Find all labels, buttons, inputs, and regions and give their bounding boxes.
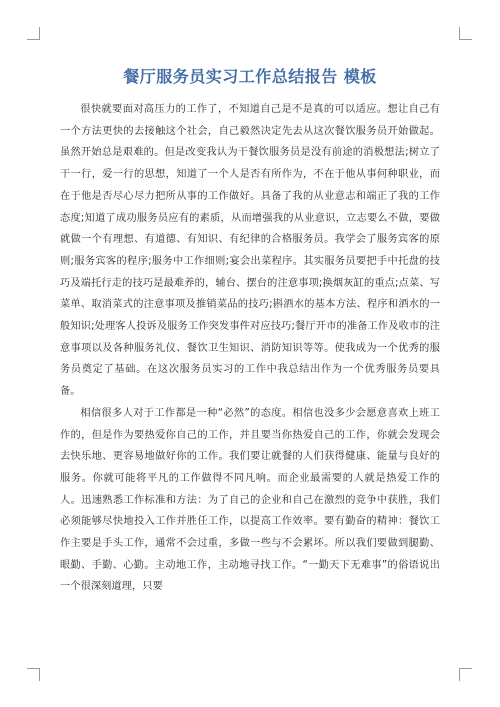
corner-mark-top-left xyxy=(27,27,40,40)
corner-mark-bottom-right xyxy=(459,668,472,681)
paragraph-1: 很快就要面对高压力的工作了，不知道自己是不是真的可以适应。想让自己有一个方法更快的去接触这个社会，自己毅然决定先去从这次餐饮服务员开始做起。虽然开始总是艰难的。但是改变我认为干餐饮服务员是没有前途的消极想法;树立了干一行，爱一行的思想，知道了一个人是否有所作为，不在于他从事何种职业，而在于他是否尽心尽力把所从事的工作做好。具备了我的从业意志和端正了我的工作态度;知道了成功服务员应有的素质，从而增强我的从业意识，立志要么不做，要做就做一个有理想、有道德、有知识、有纪律的合格服务员。我学会了服务宾客的原则;服务宾客的程序;服务中工作细则;宴会出菜程序。其实服务员要把手中托盘的技巧及端托行走的技巧是最难养的，辅台、摆台的注意事项;换烟灰缸的重点;点菜、写菜单、取消菜式的注意事项及推销菜品的技巧;斟酒水的基本方法、程序和酒水的一般知识;处理客人投诉及服务工作突发事件对应技巧;餐厅开市的准备工作及收市的注意事项以及各种服务礼仪、餐饮卫生知识、消防知识等等。使我成为一个优秀的服务员奠定了基础。在这次服务员实习的工作中我总结出作为一个优秀服务员要具备。 xyxy=(60,104,440,398)
document-body xyxy=(60,99,440,598)
paragraph-2: 相信很多人对于工作都是一种“必然”的态度。相信也没多少会愿意喜欢上班工作的，但是作为要热爱你自己的工作，并且要当你热爱自己的工作，你就会发现会去快乐地、更容易地做好你的工作。我们要让就餐的人们获得健康、能量与良好的服务。你就可能将平凡的工作做得不同凡响。而企业最需要的人就是热爱工作的人。迅速熟悉工作标准和方法：为了自己的企业和自己在激烈的竞争中获胜，我们必须能够尽快地投入工作并胜任工作，以提高工作效率。要有勤奋的精神：餐饮工作主要是手头工作，通常不会过重，多做一些与不会累坏。所以我们要做到腿勤、眼勤、手勤、心勤。主动地工作，主动地寻找工作。“一勤天下无难事”的俗语说出一个很深刻道理，只要 xyxy=(60,407,440,593)
corner-mark-bottom-left xyxy=(27,668,40,681)
document-title: 餐厅服务员实习工作总结报告 模板 xyxy=(123,67,377,86)
corner-mark-top-right xyxy=(459,27,472,40)
